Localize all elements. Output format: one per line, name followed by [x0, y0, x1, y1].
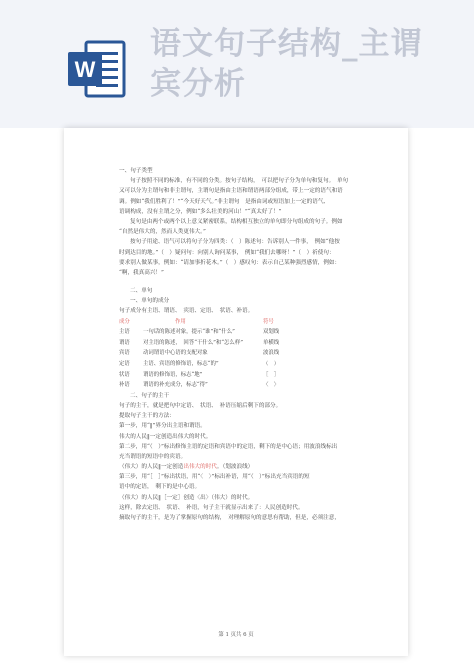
paragraph-line: 句子的主干，就是把句中定语、 状语、 补语压缩后剩下的部分。 — [119, 402, 282, 409]
table-cell: 〈 〉 — [263, 382, 280, 389]
table-row — [119, 327, 354, 338]
paragraph-line: 调。例如“我们胜利了！”“今天好天气。”非主谓句 是指由词或短语加上一定的语气、 — [119, 198, 330, 205]
table-cell: 补语 — [119, 382, 130, 389]
table-row — [119, 359, 354, 370]
paragraph-line: 句子按照不同的标准，有不同的分类。按句子结构， 可以把句子分为单句和复句。 单句 — [130, 178, 349, 185]
table-cell: ［ ］ — [263, 371, 280, 378]
paragraph-line: 提取句子主干的方法： — [119, 413, 175, 420]
paragraph-line: 复句是由两个或两个以上意义紧密联系，结构相互独立的单句即分句组成的句子。例如 — [130, 218, 343, 225]
paragraph-line: 又可以分为主谓句和非主谓句，主谓句是指由主语和谓语两部分组成，带上一定的语气和语 — [119, 188, 343, 195]
table-cell: 宾语 — [119, 350, 130, 357]
table-cell: 谓语的修饰语，标志“地” — [143, 371, 203, 378]
paragraph-line: 按句子用途、语气可以将句子分为四类：（ ）陈述句：告诉别人一件事， 例如“他按 — [130, 239, 340, 246]
paragraph-line: 充当谓语的短语中的宾语。 — [119, 453, 187, 460]
paragraph-line: “啊，我真高兴！” — [119, 269, 164, 276]
table-row — [119, 380, 354, 391]
table-cell: 谓语的补充成分，标志“得” — [143, 382, 208, 389]
paragraph-line: 语调构成，没有主谓之分，例如“多么壮美的河山！”“真太好了！” — [119, 208, 282, 215]
table-cell: 单横线 — [263, 339, 280, 346]
subsection-heading: 一、单句的成分 — [130, 298, 170, 305]
svg-text:W: W — [74, 57, 96, 82]
paragraph-line: 伟大的人民‖一定创造出伟大的时代。 — [119, 433, 212, 440]
paragraph-line: （伟大）的人民‖［一定］创造〈出〉（伟大）的时代。 — [119, 494, 254, 501]
table-header-cell: 作用 — [175, 318, 186, 325]
word-document-icon — [66, 38, 128, 100]
paragraph-line: 这样，除去定语、 状语、 补语，句子主干就显示出来了：人民创造时代。 — [119, 504, 304, 511]
table-cell: 定语 — [119, 361, 130, 367]
table-cell: 动词谓语中心语的支配对象 — [143, 350, 208, 357]
table-header-row — [119, 317, 354, 328]
table-cell: 波浪线 — [263, 350, 280, 357]
table-row — [119, 338, 354, 349]
header-banner — [0, 0, 474, 128]
page-number-footer: 第 1 页共 6 页 — [218, 632, 254, 638]
table-cell: 谓语 — [119, 339, 130, 346]
table-cell: （ ） — [263, 361, 280, 367]
paragraph-line: 第三步，用“［ ］”标出状语，用“〈 〉”标出补语，用“（ ）”标出充当宾语的短 — [119, 474, 310, 481]
document-title: 语文句子结构_主谓宾分析 — [150, 26, 423, 102]
paragraph-line: 句子成分有主语、谓语、 宾语、定语、 状语、补语。 — [119, 308, 254, 315]
table-cell: 主语、宾语的修饰语，标志“的” — [143, 361, 219, 367]
table-cell: 一句话的陈述对象，提示“谁”和“什么” — [143, 329, 235, 336]
table-cell: 主语 — [119, 329, 130, 336]
table-header-cell: 符号 — [263, 318, 274, 325]
document-body — [119, 166, 354, 523]
table-row — [119, 370, 354, 381]
table-cell: 状语 — [119, 371, 130, 378]
subsection-heading: 二、句子的主干 — [130, 392, 170, 399]
table-cell: 双划线 — [263, 329, 280, 336]
document-page — [64, 128, 408, 656]
example-line — [119, 462, 354, 472]
paragraph-line: 摘取句子的主干，是为了掌握原句的结构， 对理解原句的意思有帮助，但是，必须注意， — [119, 515, 340, 522]
paragraph-line: 语中的定语， 剩下的是中心语。 — [119, 484, 201, 491]
paragraph-line: “自然是伟大的，然而人类更伟大。” — [119, 229, 206, 236]
section-heading: 二、单句 — [130, 288, 153, 295]
paragraph-line: 时到达目的地。”（ ）疑问句：向别人询问某事， 例如“我们去哪呀！”（ ）祈使句： — [119, 249, 335, 256]
example-highlight: 出伟大的时代 — [183, 464, 217, 471]
table-row — [119, 348, 354, 359]
example-suffix: 。（划波浪线） — [216, 464, 254, 471]
table-cell: 对主语的陈述， 回答“干什么”和“怎么样” — [143, 339, 243, 346]
paragraph-line: 第二步，用“（ ）”标出修饰主语的定语和宾语中的定语，剩下的是中心语；用波浪线标出 — [119, 443, 338, 450]
example-prefix: （伟大）的人民‖一定创造 — [119, 464, 184, 471]
section-heading: 一、句子类型 — [119, 168, 153, 174]
paragraph-line: 要求别人做某事，例如：“请加事折花木。”（ ）感叹句：表示自己某种强烈感情，例如： — [119, 259, 341, 266]
table-header-cell: 成分 — [119, 318, 130, 325]
paragraph-line: 第一步，用“‖”界分出主语和谓语。 — [119, 423, 206, 430]
